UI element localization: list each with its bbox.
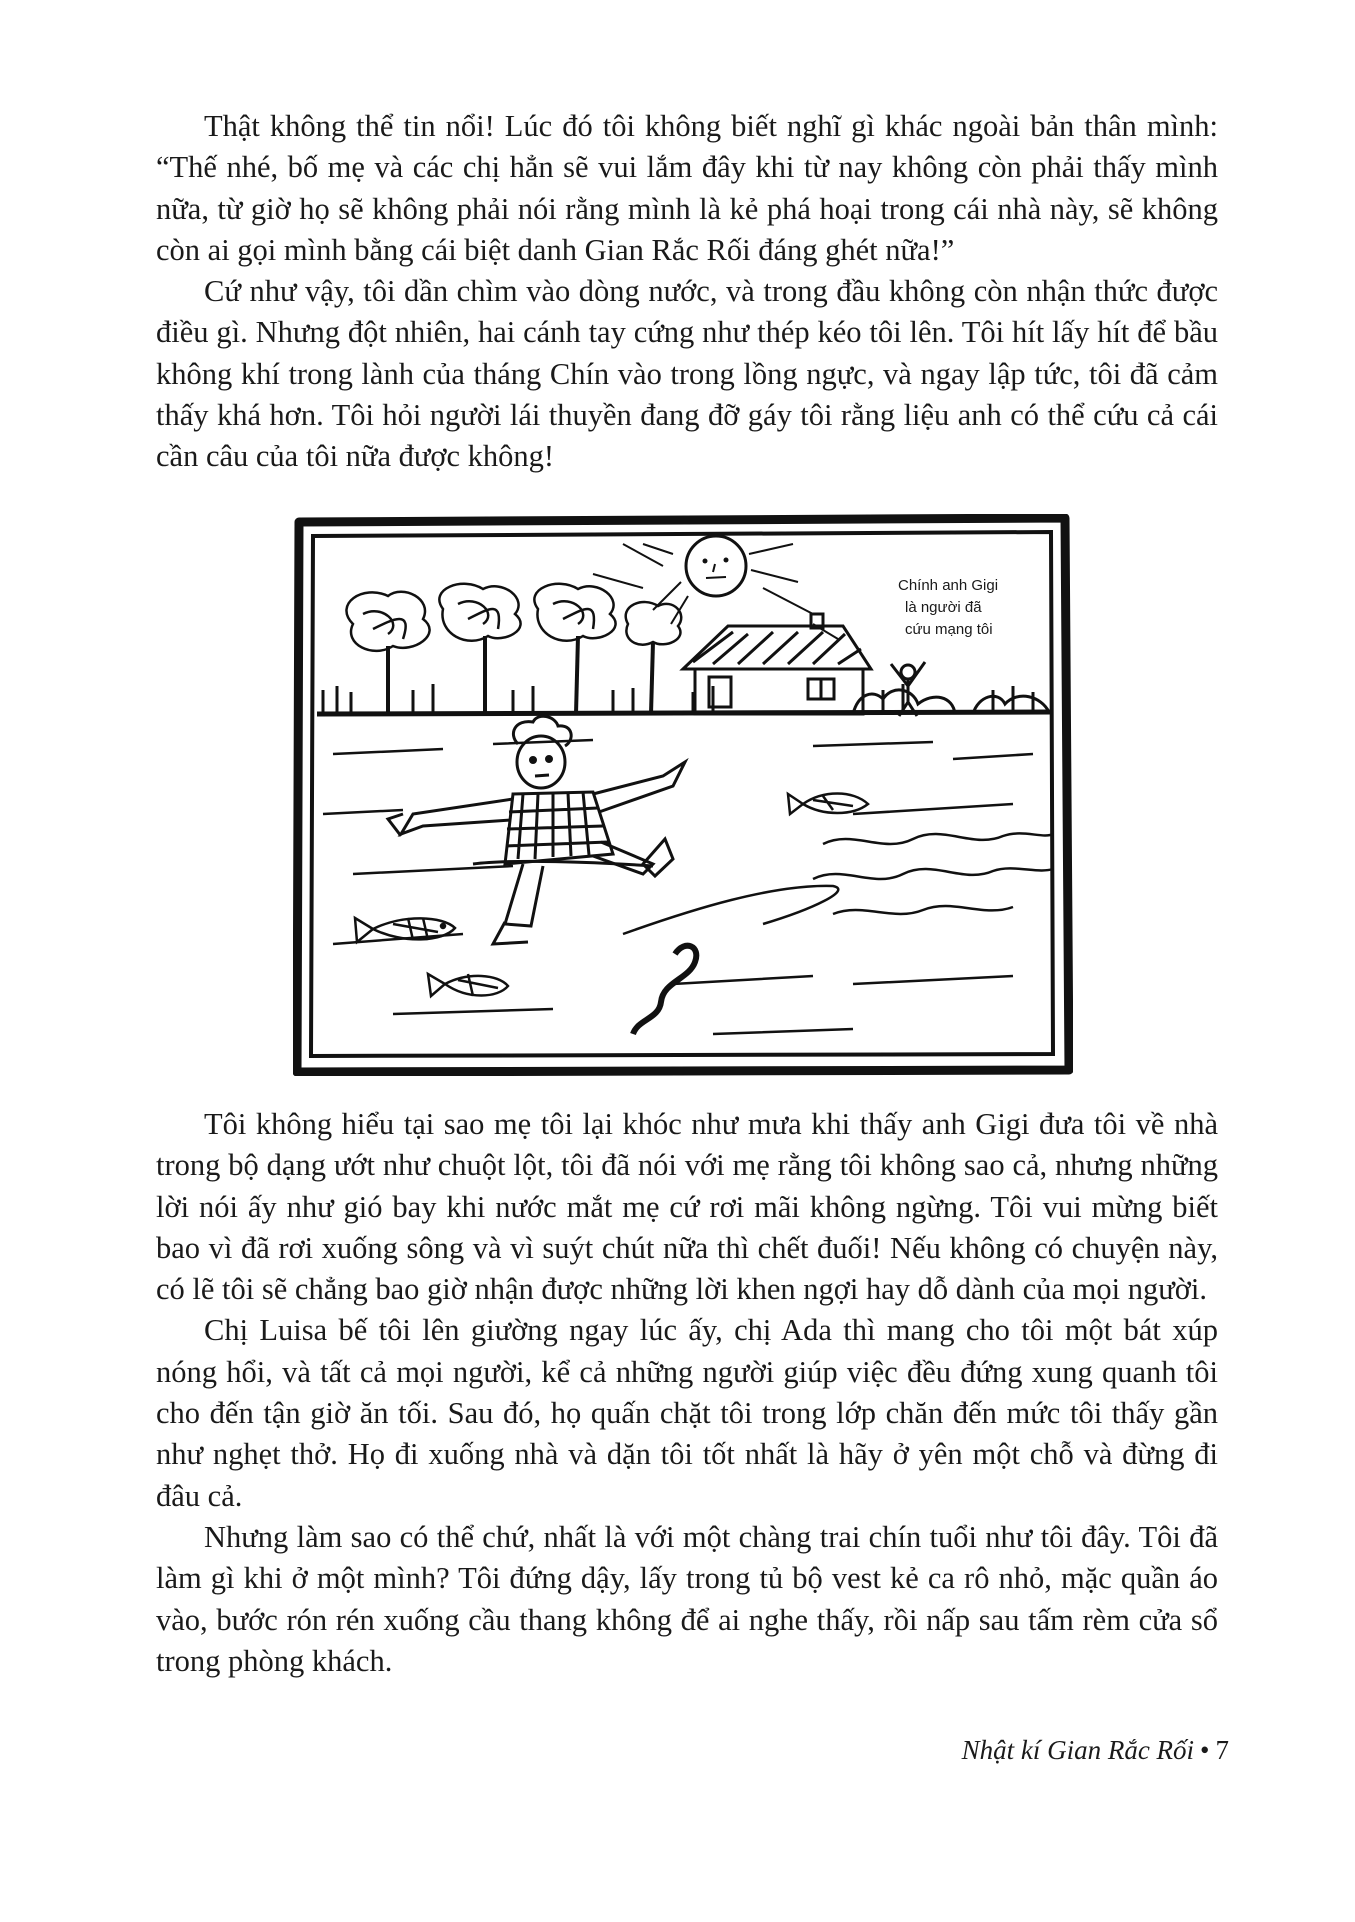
- text-block-top: [156, 106, 1218, 478]
- paragraph: Chị Luisa bế tôi lên giường ngay lúc ấy, chị Ada thì mang cho tôi một bát xúp nóng hổi, và tất cả mọi người, kể cả những người giúp việc đều đứng xung quanh tôi cho đến tận giờ ăn tối. Sau đó, họ quấn chặt tôi trong lớp chăn đến mức tôi thấy gần như nghẹt thở. Họ đi xuống nhà và dặn tôi tốt nhất là hãy ở yên một chỗ và đừng đi đâu cả.: [156, 1313, 1218, 1513]
- illustration-caption: [898, 577, 1002, 638]
- book-title: Nhật kí Gian Rắc Rối: [961, 1735, 1195, 1765]
- caption-line: Chính anh Gigi: [898, 577, 999, 594]
- page-number: 7: [1215, 1735, 1229, 1765]
- caption-line: là người đã: [905, 599, 982, 616]
- paragraph: Nhưng làm sao có thể chứ, nhất là với một chàng trai chín tuổi như tôi đây. Tôi đã làm gì khi ở một mình? Tôi đứng dậy, lấy trong tủ bộ vest kẻ ca rô nhỏ, mặc quần áo vào, bước rón rén xuống cầu thang không để ai nghe thấy, rồi nấp sau tấm rèm cửa sổ trong phòng khách.: [156, 1519, 1218, 1678]
- paragraph: Cứ như vậy, tôi dần chìm vào dòng nước, và trong đầu không còn nhận thức được điều gì. Nhưng đột nhiên, hai cánh tay cứng như thép kéo tôi lên. Tôi hít lấy hít để bầu không khí trong lành của tháng Chín vào trong lồng ngực, và ngay lập tức, tôi đã cảm thấy khá hơn. Tôi hỏi người lái thuyền đang đỡ gáy tôi rằng liệu anh có thể cứu cả cái cần câu của tôi nữa được không!: [156, 274, 1218, 474]
- paragraph: Tôi không hiểu tại sao mẹ tôi lại khóc như mưa khi thấy anh Gigi đưa tôi về nhà trong bộ dạng ướt như chuột lột, tôi đã nói với mẹ rằng tôi không sao cả, nhưng những lời nói ấy như gió bay khi nước mắt mẹ cứ rơi mãi không ngừng. Tôi vui mừng biết bao vì đã rơi xuống sông và vì suýt chút nữa thì chết đuối! Nếu không có chuyện này, có lẽ tôi sẽ chẳng bao giờ nhận được những lời khen ngợi hay dỗ dành của mọi người.: [156, 1107, 1218, 1307]
- fish-drawing: [355, 794, 868, 997]
- text-block-bottom: [156, 1104, 1218, 1682]
- separator-dot: •: [1200, 1735, 1210, 1765]
- page-footer: [962, 1735, 1229, 1766]
- snake-drawing: [633, 946, 696, 1034]
- river-drawing: [323, 740, 1053, 1034]
- illustration: [293, 514, 1073, 1076]
- drawing-river-rescue: [293, 514, 1073, 1076]
- house-drawing: [683, 614, 871, 714]
- paragraph: Thật không thể tin nổi! Lúc đó tôi không biết nghĩ gì khác ngoài bản thân mình: “Thế nhé, bố mẹ và các chị hẳn sẽ vui lắm đây khi từ nay không còn phải thấy mình nữa, từ giờ họ sẽ không phải nói rằng mình là kẻ phá hoại trong cái nhà này, sẽ không còn ai gọi mình bằng cái biệt danh Gian Rắc Rối đáng ghét nữa!”: [156, 109, 1218, 267]
- caption-line: cứu mạng tôi: [905, 621, 993, 638]
- sun-drawing: [593, 536, 838, 639]
